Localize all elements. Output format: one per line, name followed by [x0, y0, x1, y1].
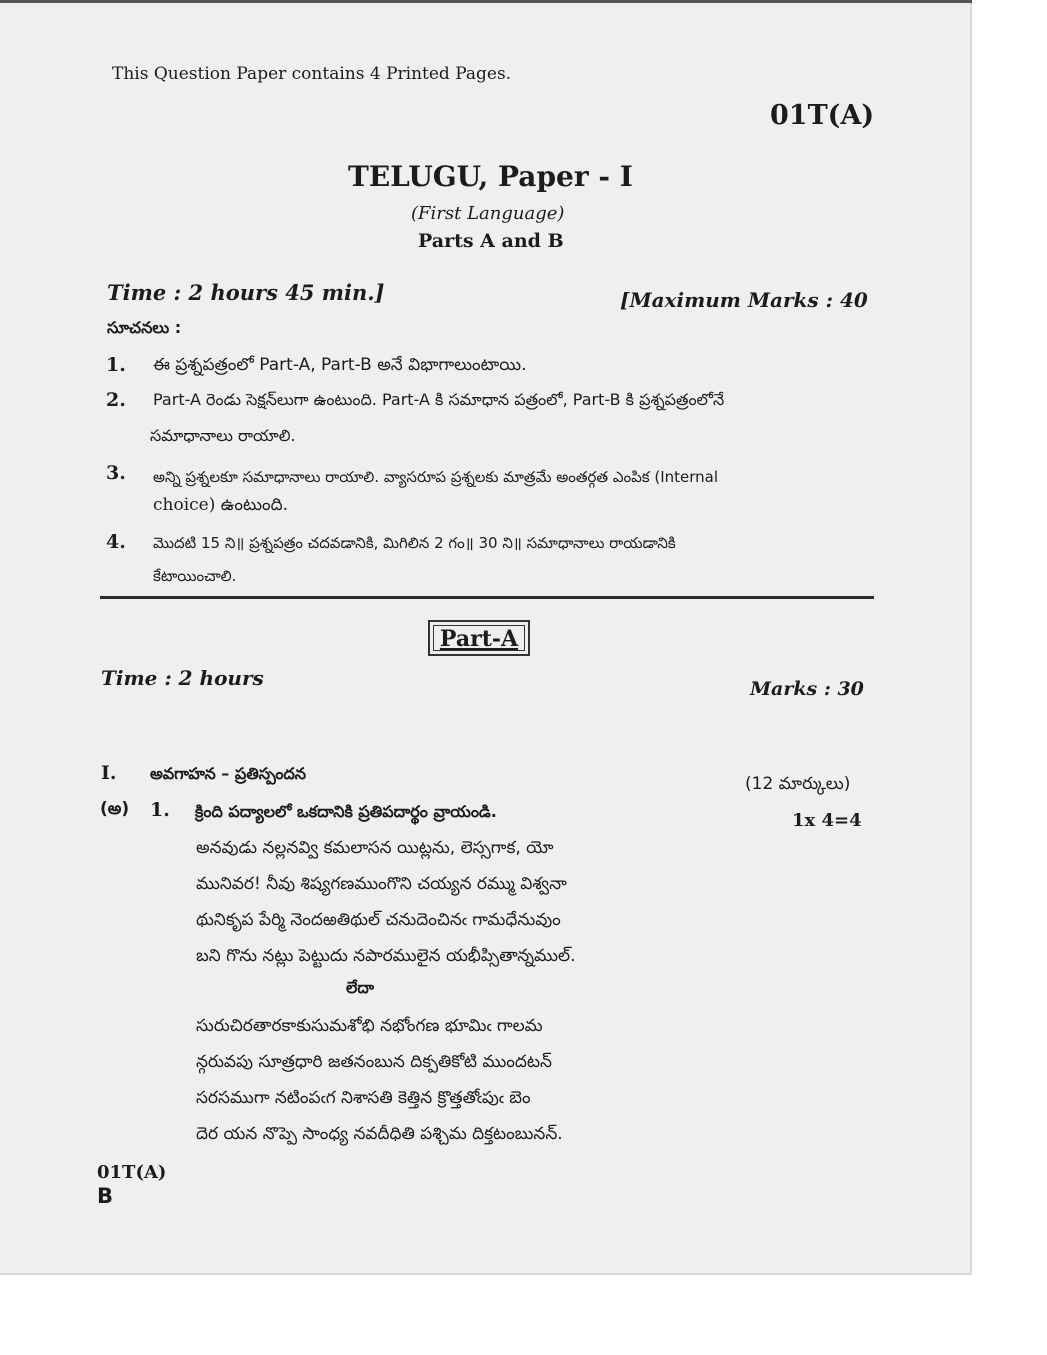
- part-a-marks: Marks : 30: [750, 678, 864, 700]
- instruction-text-continued: choice) ఉంటుంది.: [153, 495, 288, 515]
- question-number: 1.: [150, 799, 170, 821]
- paper-code: 01T(A): [770, 100, 875, 131]
- paper-parts: Parts A and B: [418, 230, 564, 252]
- part-a-box: [428, 620, 530, 656]
- or-separator: లేదా: [346, 978, 374, 997]
- poem-line: సురుచిరతారకాకుసుమశోభి నభోంగణ భూమిఁ గాలమ: [196, 1016, 543, 1036]
- instruction-number: 4.: [106, 531, 126, 553]
- footer-series: B: [97, 1184, 114, 1208]
- page-edge-line: [0, 0, 972, 3]
- poem-line: థునికృప పేర్మి నెందఱతిథుల్ చనుదెంచినఁ గామధేనువుం: [196, 910, 561, 930]
- poem-line: సరసముగా నటింపఁగ నిశాసతి కెత్తిన క్రొత్తతోఁపుఁ బెం: [196, 1088, 531, 1108]
- total-time: Time : 2 hours 45 min.]: [107, 280, 385, 305]
- section-divider: [100, 596, 874, 599]
- section-marks: (12 మార్కులు): [745, 774, 851, 794]
- question-text: క్రింది పద్యాలలో ఒకదానికి ప్రతిపదార్థం వ్రాయండి.: [195, 802, 497, 821]
- instruction-number: 2.: [106, 389, 126, 411]
- poem-line: దెర యన నొప్పె సాంధ్య నవదీధితి పశ్చిమ దిక్తటంబునన్.: [196, 1124, 563, 1144]
- section-number: I.: [101, 762, 117, 784]
- pages-note: This Question Paper contains 4 Printed Pages.: [112, 64, 512, 84]
- part-a-time: Time : 2 hours: [101, 666, 264, 690]
- instructions-heading: సూచనలు :: [107, 318, 182, 337]
- instruction-text: అన్ని ప్రశ్నలకూ సమాధానాలు రాయాలి. వ్యాసరూప ప్రశ్నలకు మాత్రమే అంతర్గత ఎంపిక (Internal: [153, 468, 719, 486]
- instruction-text-continued: సమాధానాలు రాయాలి.: [150, 426, 296, 445]
- instruction-number: 3.: [106, 462, 126, 484]
- instruction-text: ఈ ప్రశ్నపత్రంలో Part-A, Part-B అనే విభాగాలుంటాయి.: [153, 355, 527, 375]
- part-a-label: Part-A: [433, 625, 525, 651]
- paper-subtitle: (First Language): [411, 203, 565, 224]
- instruction-text: మొదటి 15 ని॥ ప్రశ్నపత్రం చదవడానికి, మిగిలిన 2 గం॥ 30 ని॥ సమాధానాలు రాయడానికి: [153, 534, 676, 552]
- maximum-marks: [Maximum Marks : 40: [620, 288, 868, 312]
- section-title: అవగాహన – ప్రతిస్పందన: [150, 764, 306, 783]
- poem-line: మునివర! నీవు శిష్యగణముంగొని చయ్యన రమ్ము విశ్వనా: [196, 874, 567, 894]
- question-marks: 1x 4=4: [792, 810, 862, 831]
- instruction-text-continued: కేటాయించాలి.: [153, 567, 237, 585]
- footer-code: 01T(A): [97, 1162, 167, 1183]
- instruction-number: 1.: [106, 354, 126, 376]
- poem-line: బని గొను నట్లు పెట్టుదు నపారములైన యభీప్సితాన్నముల్.: [196, 946, 576, 966]
- paper-title: TELUGU, Paper - I: [348, 160, 633, 193]
- sub-question-label: (అ): [100, 799, 130, 819]
- poem-line: అనవుడు నల్లనవ్వి కమలాసన యిట్లను, లెస్సగాక, యో: [196, 838, 554, 858]
- poem-line: న్గరువపు సూత్రధారి జతనంబున దిక్పతికోటి ముందటన్: [196, 1052, 552, 1072]
- instruction-text: Part-A రెండు సెక్షన్‌లుగా ఉంటుంది. Part-A కి సమాధాన పత్రంలో, Part-B కి ప్రశ్నపత్రంలోనే: [153, 390, 725, 409]
